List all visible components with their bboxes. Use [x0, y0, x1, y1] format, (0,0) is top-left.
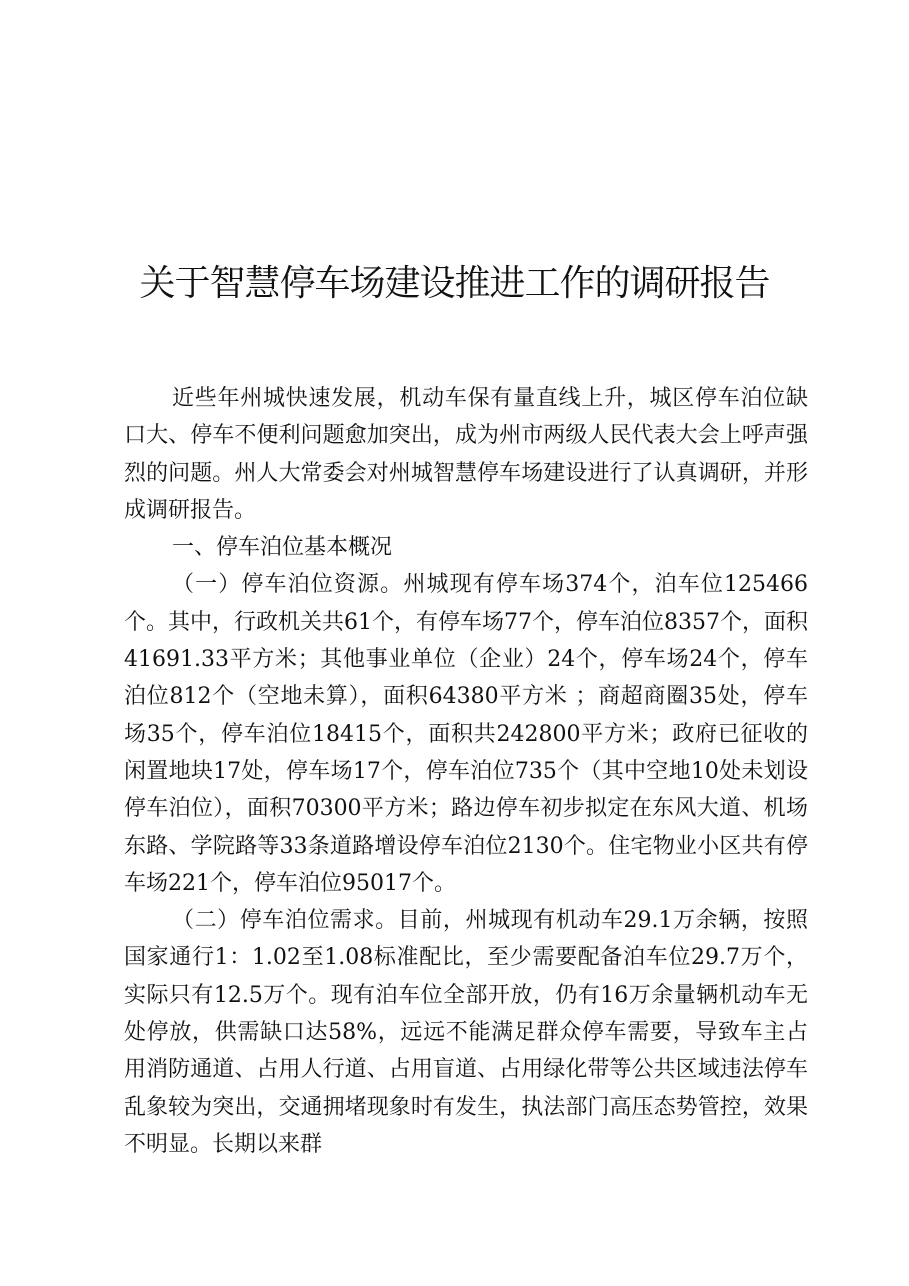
subsection-1-text: 州城现有停车场374个，泊车位125466个。其中，行政机关共61个，有停车场77个，停车泊位8357个，面积41691.33平方米；其他事业单位（企业）24个，停车场24个，停车泊位812个（空地未算），面积64380平方米 ；商超商圈35处，停车场35个，停车泊位18415个，面积共242800平方米；政府已征收的闲置地块17处，停车场17个，停车泊位735个（其中空地10处未划设停车泊位），面积70300平方米；路边停车初步拟定在东风大道、机场东路、学院路等33条道路增设停车泊位2130个。住宅物业小区共有停车场221个，停车泊位95017个。	[124, 572, 808, 896]
section-1-heading: 一、停车泊位基本概况	[172, 535, 393, 561]
subsection-2-text: 目前，州城现有机动车29.1万余辆，按照国家通行1：1.02至1.08标准配比，至少需要配备泊车位29.7万个，实际只有12.5万个。现有泊车位全部开放，仍有16万余量辆机动车无处停放，供需缺口达58%，远远不能满足群众停车需要，导致车主占用消防通道、占用人行道、占用盲道、占用绿化带等公共区域违法停车乱象较为突出，交通拥堵现象时有发生，执法部门高压态势管控，效果不明显。长期以来群	[124, 908, 808, 1157]
subsection-1-heading: （一）停车泊位资源。	[172, 572, 404, 598]
subsection-2-paragraph	[124, 902, 808, 1163]
intro-paragraph: 近些年州城快速发展，机动车保有量直线上升，城区停车泊位缺口大、停车不便利问题愈加突出，成为州市两级人民代表大会上呼声强烈的问题。州人大常委会对州城智慧停车场建设进行了认真调研，并形成调研报告。	[124, 386, 808, 523]
subsection-2-heading: （二）停车泊位需求。	[172, 908, 398, 934]
subsection-1-paragraph	[124, 566, 808, 902]
document-body	[124, 380, 808, 1163]
document-title: 关于智慧停车场建设推进工作的调研报告	[139, 263, 770, 304]
